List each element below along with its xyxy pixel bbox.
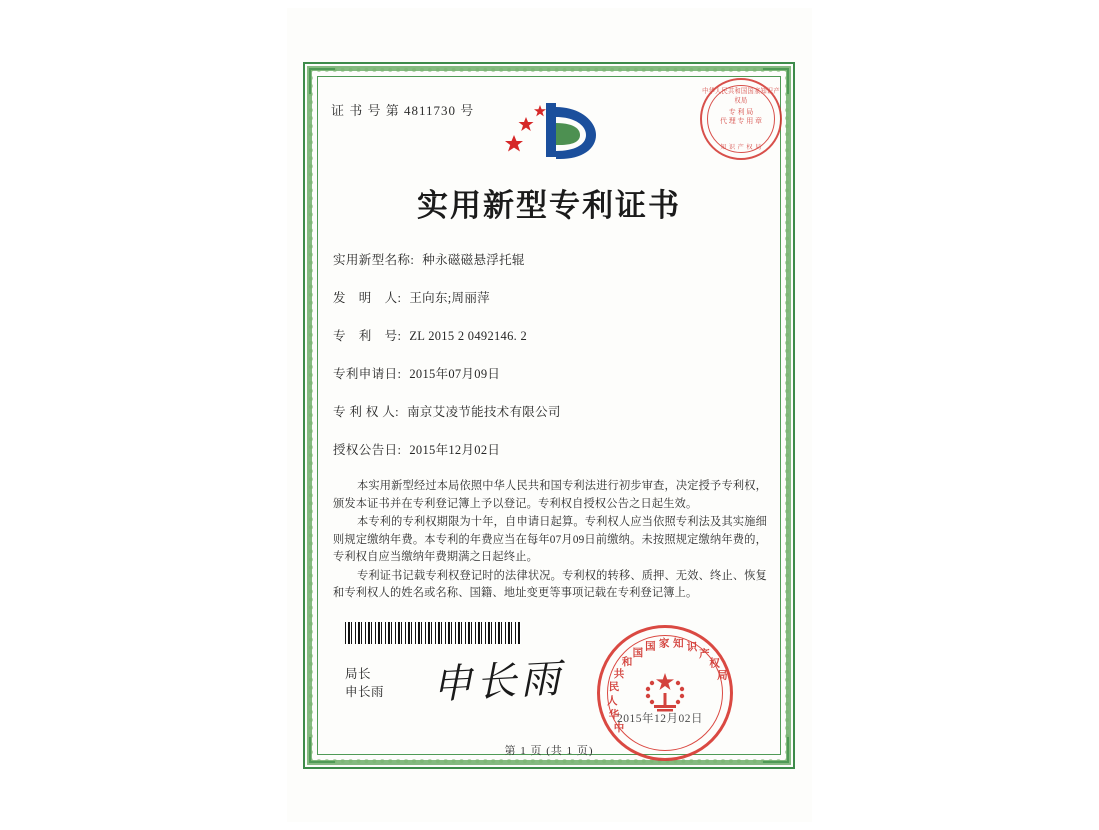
field-label: 专 利 号: xyxy=(333,329,402,343)
signature-name-label: 申长雨 xyxy=(345,685,385,699)
agency-stamp-arc-bottom: 知 识 产 权 局 xyxy=(720,144,762,151)
agency-stamp-middle-line1: 专 利 局 xyxy=(728,108,754,116)
field-value: ZL 2015 2 0492146. 2 xyxy=(409,329,528,343)
certificate-fields xyxy=(333,250,763,478)
field-label: 专 利 权 人: xyxy=(333,405,400,419)
body-paragraph: 本专利的专利权期限为十年，自申请日起算。专利权人应当依照专利法及其实施细则规定缴纳年费。本专利的年费应当在每年07月09日前缴纳。未按照规定缴纳年费的，专利权自应当缴纳年费期满之日起终止。 xyxy=(333,516,767,563)
certificate-number: 证 书 号 第 4811730 号 xyxy=(331,103,475,118)
field-value: 2015年12月02日 xyxy=(409,443,501,457)
corner-ornament-top-left xyxy=(309,68,335,94)
agency-stamp-middle-line2: 代 理 专 用 章 xyxy=(720,117,762,125)
field-label: 发 明 人: xyxy=(333,291,402,305)
field-row xyxy=(333,326,763,344)
field-label: 专利申请日: xyxy=(333,367,402,381)
body-paragraph: 专利证书记载专利权登记时的法律状况。专利权的转移、质押、无效、终止、恢复和专利权人的姓名或名称、国籍、地址变更等事项记载在专利登记簿上。 xyxy=(333,569,767,599)
body-paragraph: 本实用新型经过本局依照中华人民共和国专利法进行初步审查，决定授予专利权，颁发本证书并在专利登记簿上予以登记。专利权自授权公告之日起生效。 xyxy=(333,480,767,510)
field-row xyxy=(333,402,763,420)
field-value: 南京艾凌节能技术有限公司 xyxy=(407,405,561,419)
field-row xyxy=(333,440,763,458)
signature-block xyxy=(345,665,384,701)
page-title: 实用新型专利证书 xyxy=(417,188,681,224)
patent-office-logo-icon xyxy=(500,95,610,167)
handwritten-signature: 申长雨 xyxy=(431,655,566,709)
field-row xyxy=(333,288,763,306)
field-label: 授权公告日: xyxy=(333,443,402,457)
agency-stamp-middle xyxy=(702,108,780,126)
agency-stamp xyxy=(700,78,782,160)
seal-date-overlay: 2015年12月02日 xyxy=(617,713,703,725)
field-value: 2015年07月09日 xyxy=(409,367,501,381)
field-label: 实用新型名称: xyxy=(333,253,415,267)
signature-title-label: 局长 xyxy=(345,667,372,681)
field-row xyxy=(333,250,763,268)
certificate-body xyxy=(333,478,767,604)
field-value: 王向东;周丽萍 xyxy=(409,291,490,305)
field-value: 种永磁磁悬浮托辊 xyxy=(422,253,525,267)
official-seal xyxy=(597,625,733,761)
official-seal-arc-text: 中 华 人 民 共 和 国 国 家 知 识 产 权 局 xyxy=(607,638,728,735)
agency-stamp-arc-top: 中华人民共和国国家知识产权局 xyxy=(702,87,780,105)
field-row xyxy=(333,364,763,382)
page-footer: 第 1 页 (共 1 页) xyxy=(504,745,594,757)
barcode-icon xyxy=(345,622,521,644)
